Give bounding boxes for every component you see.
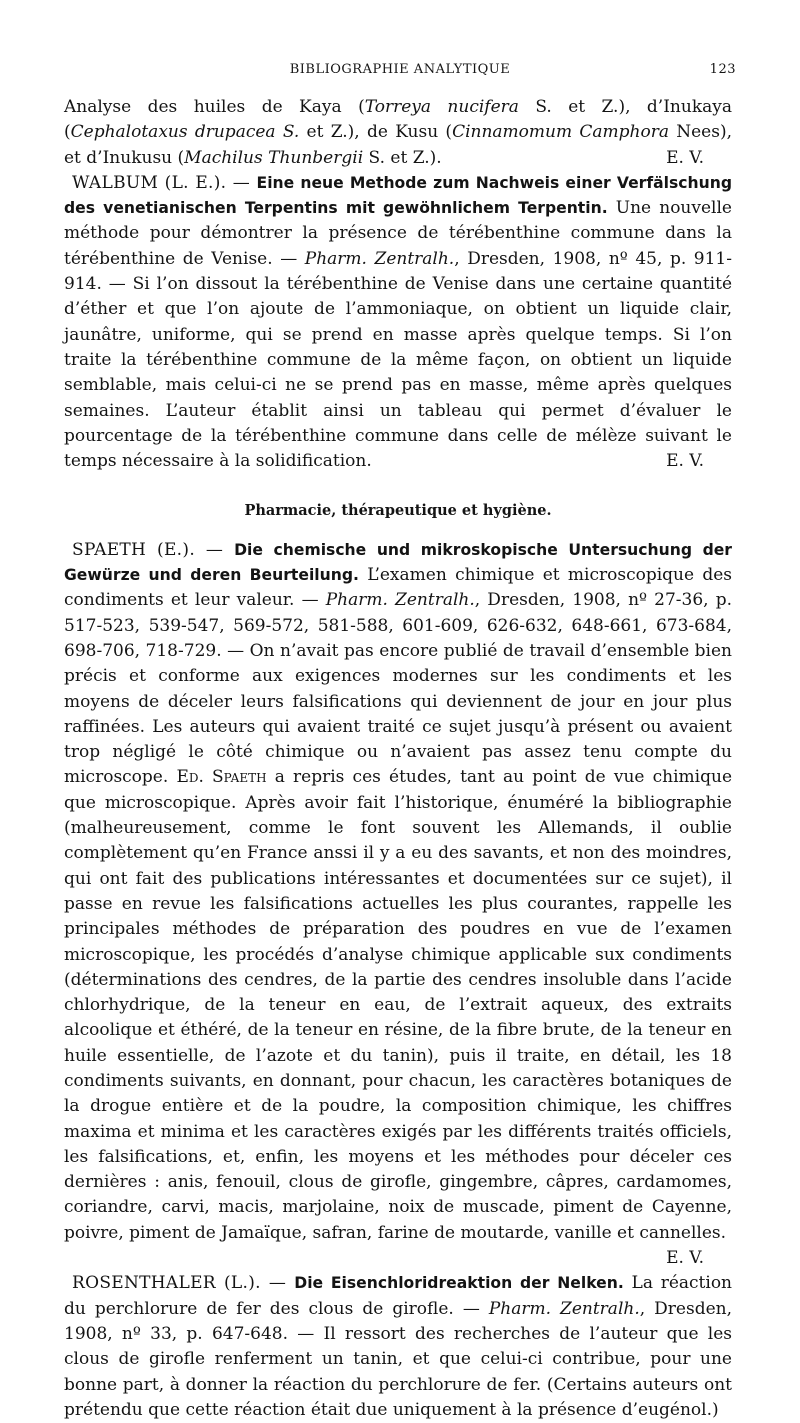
entry-rosenthaler [64, 1271, 732, 1423]
entry-text: Analyse des huiles de Kaya ( [64, 97, 365, 117]
entry-signature: E. V. [666, 147, 704, 168]
journal-name: Pharm. Zentralh. [488, 1298, 640, 1319]
entry-spaeth [64, 538, 732, 1272]
entry-walbum [64, 171, 732, 475]
running-title: BIBLIOGRAPHIE ANALYTIQUE [289, 62, 511, 77]
entry-signature: E. V. [666, 451, 704, 472]
entry-author: ROSENTHALER (L.). — [72, 1273, 295, 1294]
entry-title: Die Eisenchloridreaktion der Nelken. [294, 1274, 624, 1293]
page-number: 123 [709, 62, 736, 77]
entry-text: a repris ces études, tant au point de vue chimique que microscopique. Après avoir fait l’historique, énuméré la bibliographie (malheureusement, comme le font souvent les Allemands, il oublie complètement qu’en France anssi il y a eu des savants, et non des moindres, qui ont fait des publications intéressantes et documentées sur ce sujet), il passe en revue les falsifications actuelles les plus courantes, rappelle les principales méthodes de préparation des poudres en vue de l’examen microscopique, les procédés d’analyse chimique applicable sux condiments (déterminations des cendres, de la partie des cendres insoluble dans l’acide chlorhydrique, de la teneur en eau, de l’extrait aqueux, des extraits alcoolique et éthéré, de la teneur en résine, de la fibre brute, de la teneur en huile essentielle, de l’azote et du tanin), puis il traite, en détail, les 18 condiments suivants, en donnant, pour chacun, les caractères botaniques de la drogue entière et de la poudre, la composition chimique, les chiffres maxima et minima et les caractères exigés par les différents traités officiels, les falsifications, et, enfin, les moyens et les méthodes pour déceler ces dernières : anis, fenouil, clous de girofle, gingembre, câpres, cardamomes, coriandre, carvi, macis, marjolaine, noix de muscade, piment de Cayenne, poivre, piment de Jamaïque, safran, farine de moutarde, vanille et cannelles. [64, 767, 733, 1243]
entry-text: Une nouvelle méthode pour démontrer la présence de térébenthine commune dans la térébenthine de Venise. — [64, 198, 732, 269]
entry-signature: E. V. [666, 1248, 704, 1269]
entry-author: SPAETH (E.). — [72, 539, 235, 560]
journal-name: Pharm. Zentralh. [325, 590, 475, 611]
journal-name: Pharm. Zentralh. [304, 248, 455, 269]
species-name: Torreya nucifera [364, 97, 519, 117]
entry-text: Nees), et d’Inukusu ( [64, 122, 733, 168]
species-name: Machilus Thunbergii [184, 147, 364, 168]
running-header [64, 62, 736, 84]
species-name: Cinnamomum Camphora [452, 122, 669, 143]
entry-text: , Dresden, 1908, nº 27-36, p. 517-523, 539-547, 569-572, 581-588, 601-609, 626-632, 648-661, 673-684, 698-706, 718-729. — On n’avait pas encore publié de travail d’ensemble bien précis et conforme aux exigences modernes sur les condiments et les moyens de déceler leurs falsifications qui deviennent de jour en jour plus raffinées. Les auteurs qui avaient traité ce sujet jusqu’à présent ou avaient trop négligé le côté chimique ou n’avaient pas assez tenu compte du microscope. [64, 590, 733, 788]
entry-text: et Z.), de Kusu ( [299, 122, 453, 143]
entry-text: L’examen chimique et microscopique des condiments et leur valeur. — [64, 565, 733, 611]
entry-kaya-oils [64, 95, 732, 171]
entry-author: WALBUM (L. E.). — [72, 172, 257, 193]
author-name-smallcaps: Ed. Spaeth [176, 767, 267, 788]
entry-text: , Dresden, 1908, nº 45, p. 911-914. — Si l’on dissout la térébenthine de Venise dans une certaine quantité d’éther et que l’on ajoute de l’ammoniaque, on obtient un liquide clair, jaunâtre, uniforme, qui se prend en masse après quelque temps. Si l’on traite la térébenthine commune de la même façon, on obtient un liquide semblable, mais celui-ci ne se prend pas en masse, même après quelques semaines. L’auteur établit ainsi un tableau qui permet d’évaluer le pourcentage de la térébenthine commune dans celle de mélèze suivant le temps nécessaire à la solidification. [64, 248, 732, 472]
entry-text: S. et Z.), d’Inukaya ( [64, 97, 732, 143]
entry-title: Eine neue Methode zum Nachweis einer Verfälschung des venetianischen Terpentins mit gewöhnlichem Terpentin. [64, 173, 733, 218]
species-name: Cephalotaxus drupacea S. [70, 122, 300, 143]
entry-text: S. et Z.). [363, 147, 442, 168]
page-body [64, 95, 732, 1423]
entry-text: La réaction du perchlorure de fer des clous de girofle. — [64, 1273, 733, 1319]
section-heading: Pharmacie, thérapeutique et hygiène. [244, 502, 552, 520]
entry-text: , Dresden, 1908, nº 33, p. 647-648. — Il ressort des recherches de l’auteur que les clous de girofle renferment un tanin, et que celui-ci contribue, pour une bonne part, à donner la réaction du perchlorure de fer. (Certains auteurs ont prétendu que cette réaction était due uniquement à la présence d’eugénol.) [64, 1298, 733, 1420]
entry-title: Die chemische und mikroskopische Untersuchung der Gewürze und deren Beurteilung. [64, 540, 732, 585]
